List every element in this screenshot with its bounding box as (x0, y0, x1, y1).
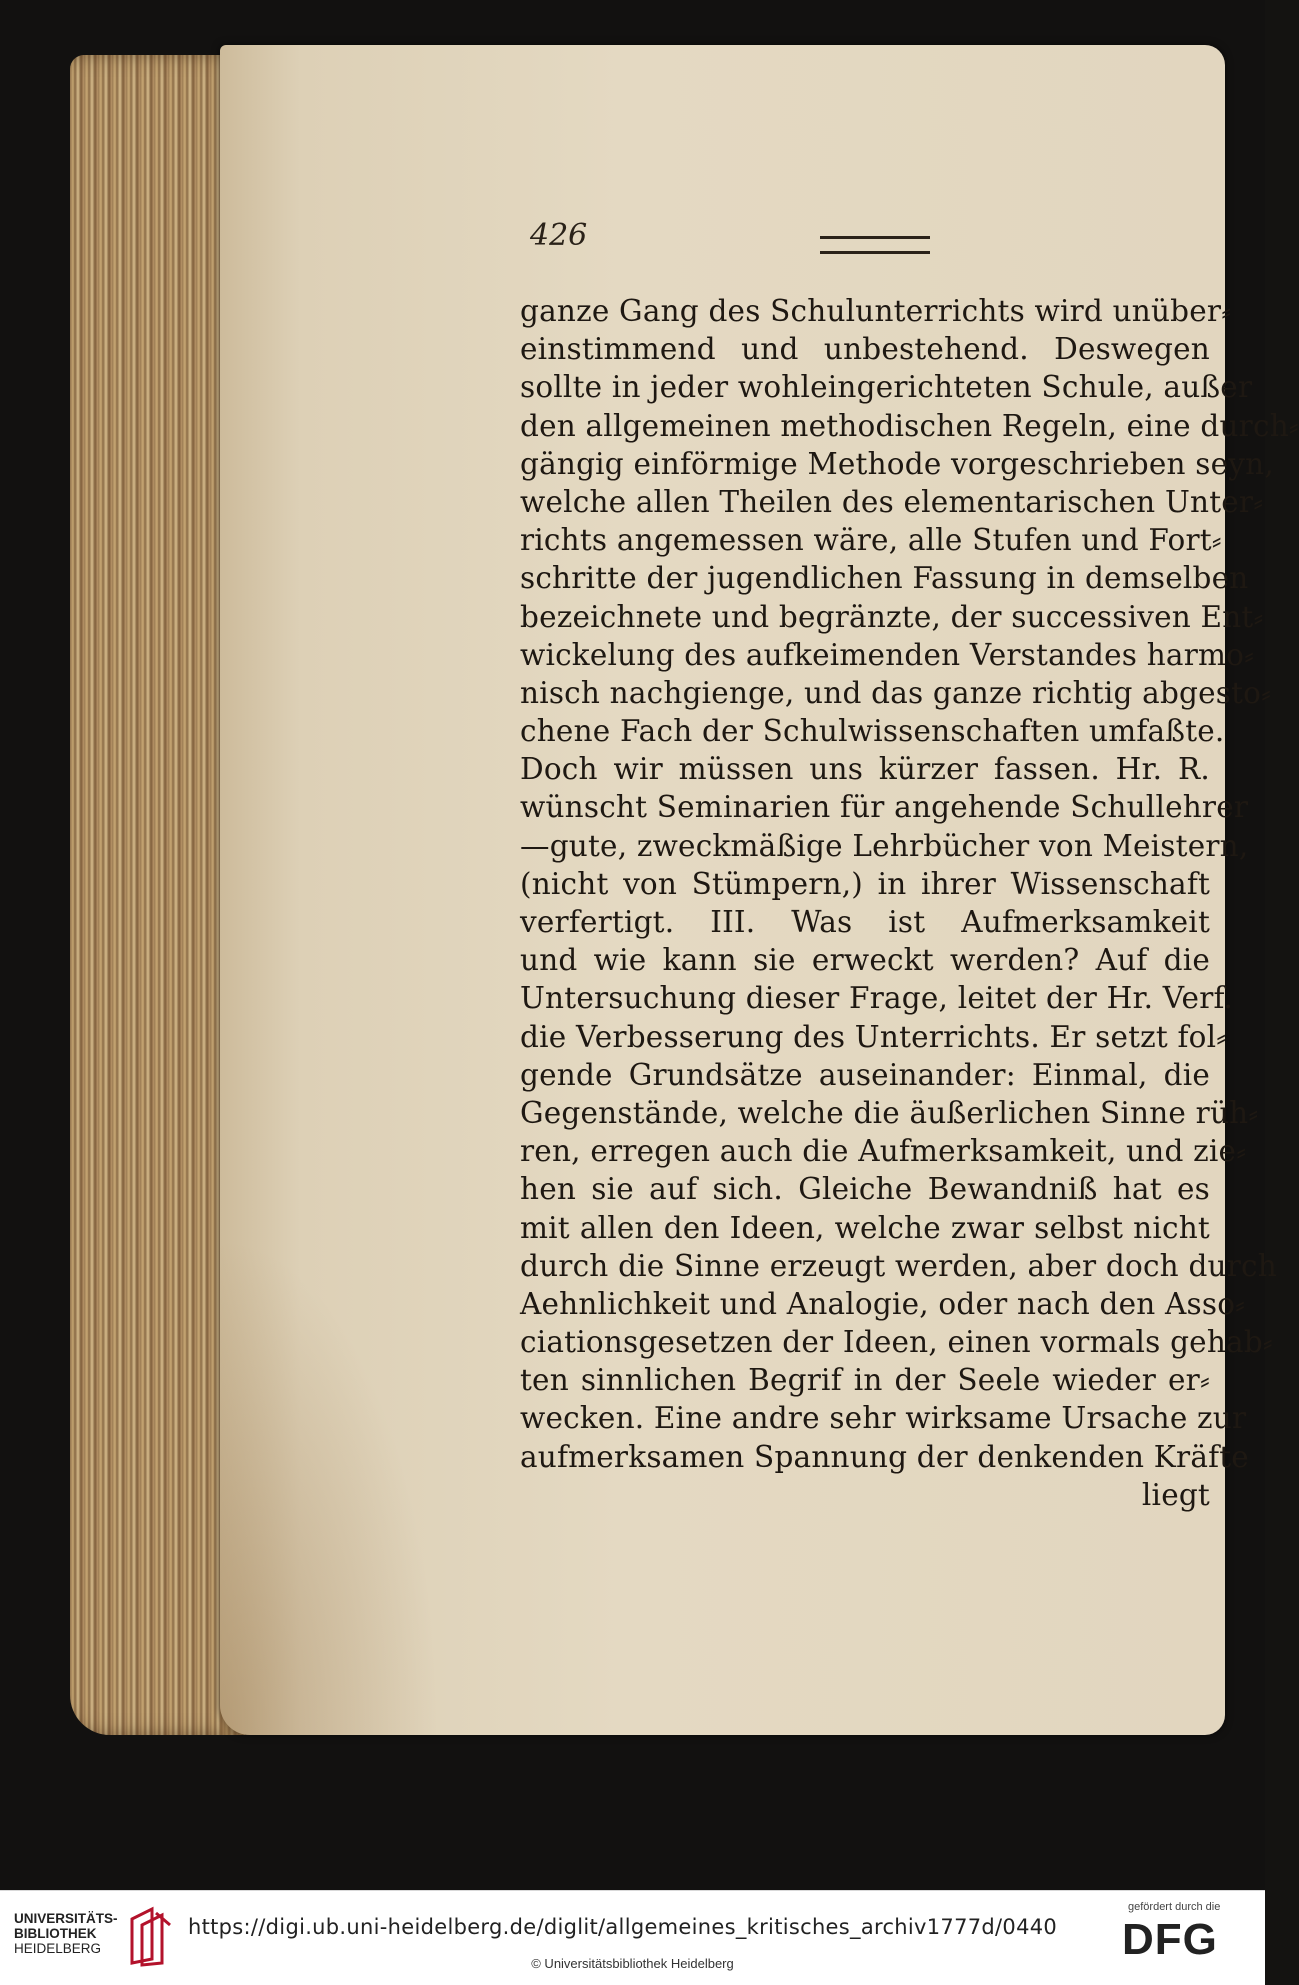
text-line: richts angemessen wäre, alle Stufen und Fort⸗ (520, 523, 1222, 558)
text-line: durch die Sinne erzeugt werden, aber doch durch (520, 1248, 1277, 1283)
text-line: ren, erregen auch die Aufmerksamkeit, und zie⸗ (520, 1134, 1247, 1169)
header-rule (820, 236, 930, 254)
dfg-logo: DFG (1122, 1915, 1218, 1964)
text-line: nisch nachgienge, und das ganze richtig abgesto⸗ (520, 675, 1272, 710)
library-name-line1: UNIVERSITÄTS- (14, 1911, 118, 1926)
text-line: (nicht von Stümpern,) in ihrer Wissenschaft (520, 866, 1210, 901)
text-line: aufmerksamen Spannung der denkenden Kräfte (520, 1439, 1249, 1474)
body-text (520, 292, 1299, 1514)
text-line: gende Grundsätze auseinander: Einmal, die (520, 1057, 1210, 1092)
permalink-url[interactable]: https://digi.ub.uni-heidelberg.de/diglit/allgemeines_kritisches_archiv1777d/0440 (188, 1915, 1058, 1939)
page-header (530, 218, 930, 258)
text-line: chene Fach der Schulwissenschaften umfaßte. (520, 714, 1225, 749)
text-line: ciationsgesetzen der Ideen, einen vormals gehab⸗ (520, 1325, 1273, 1360)
page-stain (220, 1235, 440, 1735)
text-line: wickelung des aufkeimenden Verstandes harmo⸗ (520, 637, 1255, 672)
text-line: hen sie auf sich. Gleiche Bewandniß hat es (520, 1172, 1210, 1207)
text-line: wünscht Seminarien für angehende Schullehrer (520, 790, 1249, 825)
library-name-line2: BIBLIOTHEK (14, 1926, 97, 1941)
text-line: sollte in jeder wohleingerichteten Schule, außer (520, 370, 1253, 405)
text-line: mit allen den Ideen, welche zwar selbst nicht (520, 1210, 1210, 1245)
dfg-caption: gefördert durch die (1128, 1901, 1221, 1913)
text-line: Aehnlichkeit und Analogie, oder nach den Asso⸗ (520, 1286, 1246, 1321)
library-name (14, 1911, 118, 1956)
book-page-edges (70, 55, 245, 1735)
text-line: schritte der jugendlichen Fassung in demselben (520, 561, 1249, 596)
text-line: —gute, zweckmäßige Lehrbücher von Meistern, (520, 828, 1249, 863)
page-number: 426 (530, 218, 588, 253)
library-name-line3: HEIDELBERG (14, 1941, 102, 1956)
text-line: Doch wir müssen uns kürzer fassen. Hr. R. (520, 752, 1210, 787)
text-line: bezeichnete und begränzte, der successiven Ent⸗ (520, 599, 1264, 634)
text-line: die Verbesserung des Unterrichts. Er setzt fol⸗ (520, 1019, 1227, 1054)
text-line: und wie kann sie erweckt werden? Auf die (520, 943, 1210, 978)
text-line: ganze Gang des Schulunterrichts wird unüber⸗ (520, 294, 1232, 328)
copyright-notice: © Universitätsbibliothek Heidelberg (531, 1956, 734, 1971)
text-line: einstimmend und unbestehend. Deswegen (520, 332, 1210, 367)
text-line: Untersuchung dieser Frage, leitet der Hr. Verf. (520, 981, 1234, 1016)
text-line: welche allen Theilen des elementarischen Unter⸗ (520, 484, 1264, 519)
text-line: verfertigt. III. Was ist Aufmerksamkeit (520, 905, 1210, 939)
text-line: gängig einförmige Methode vorgeschrieben seyn, (520, 446, 1274, 481)
viewer-footer (0, 1890, 1265, 1985)
text-line: Gegenstände, welche die äußerlichen Sinne rüh⸗ (520, 1095, 1259, 1130)
text-line: den allgemeinen methodischen Regeln, eine durch⸗ (520, 408, 1299, 443)
catchword: liegt (1141, 1477, 1210, 1512)
text-line: wecken. Eine andre sehr wirksame Ursache zur (520, 1401, 1247, 1436)
text-line: ten sinnlichen Begrif in der Seele wieder er⸗ (520, 1363, 1210, 1398)
